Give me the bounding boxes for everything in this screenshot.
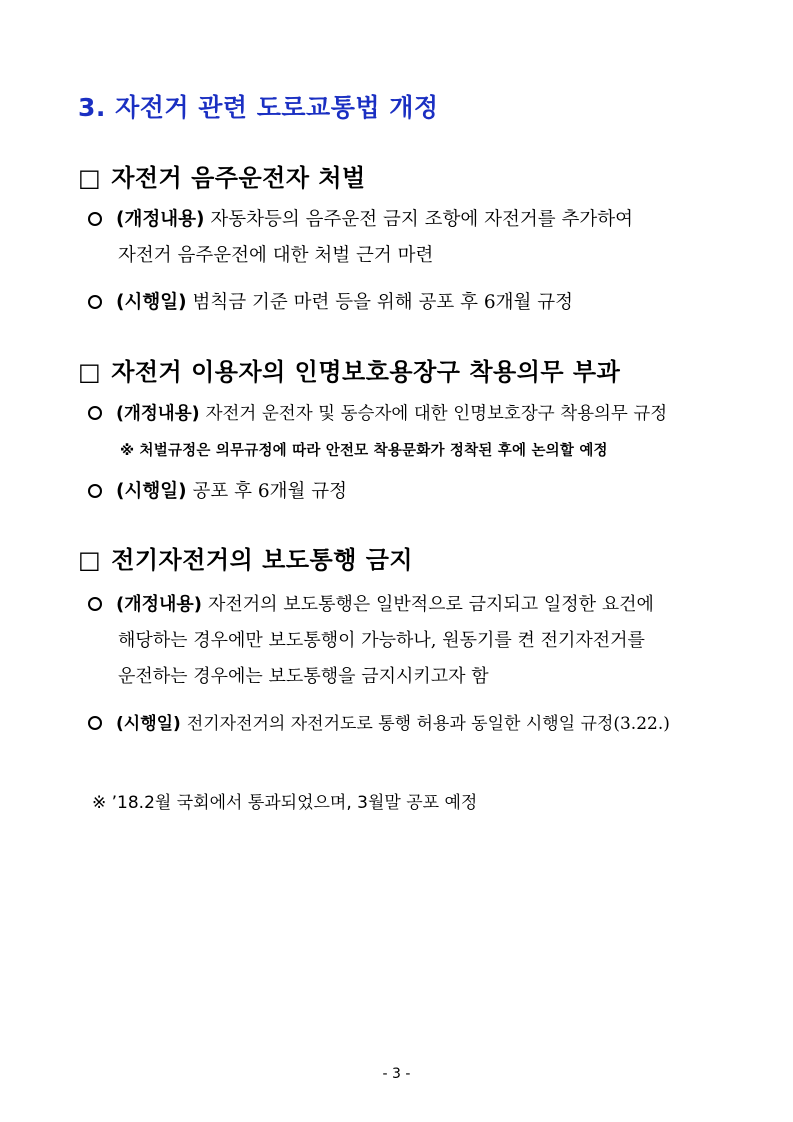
item-tag: (개정내용) (116, 209, 205, 230)
item-text: 공포 후 6개월 규정 (192, 481, 348, 502)
item-text-continued: 자전거 음주운전에 대한 처벌 근거 마련 (118, 245, 434, 266)
item-tag: (시행일) (116, 292, 187, 313)
checkbox-square-icon: □ (78, 164, 102, 192)
item-text: 자동차등의 음주운전 금지 조항에 자전거를 추가하여 (210, 209, 633, 230)
circle-bullet-icon (88, 597, 102, 611)
section-heading-2 (78, 352, 620, 387)
footnote: ※ ’18.2월 국회에서 통과되었으며, 3월말 공포 예정 (92, 793, 478, 813)
item-text: 범칙금 기준 마련 등을 위해 공포 후 6개월 규정 (192, 292, 574, 313)
item-text: 전기자전거의 자전거도로 통행 허용과 동일한 시행일 규정(3.22.) (186, 714, 670, 734)
section-heading-1 (78, 158, 366, 193)
section-heading-text: 자전거 음주운전자 처벌 (111, 164, 366, 192)
page-number: - 3 - (382, 1066, 411, 1082)
circle-bullet-icon (88, 295, 102, 309)
item-tag: (시행일) (116, 481, 187, 502)
list-item (88, 396, 728, 432)
list-item (88, 474, 728, 510)
item-tag: (시행일) (116, 714, 181, 734)
list-item (88, 587, 728, 695)
item-text: 자전거 운전자 및 동승자에 대한 인명보호장구 착용의무 규정 (205, 404, 668, 424)
circle-bullet-icon (88, 406, 102, 420)
checkbox-square-icon: □ (78, 546, 102, 574)
item-tag: (개정내용) (116, 404, 200, 424)
item-tag: (개정내용) (116, 594, 203, 615)
list-item (88, 285, 728, 321)
item-text-continued: 운전하는 경우에는 보도통행을 금지시키고자 함 (118, 666, 489, 687)
circle-bullet-icon (88, 716, 102, 730)
document-title: 3. 자전거 관련 도로교통법 개정 (78, 93, 439, 122)
section-heading-3 (78, 540, 413, 575)
circle-bullet-icon (88, 484, 102, 498)
item-text: 자전거의 보도통행은 일반적으로 금지되고 일정한 요건에 (208, 594, 654, 615)
circle-bullet-icon (88, 212, 102, 226)
checkbox-square-icon: □ (78, 358, 102, 386)
list-item (88, 706, 748, 742)
section-heading-text: 자전거 이용자의 인명보호용장구 착용의무 부과 (111, 358, 621, 386)
list-item (88, 202, 728, 274)
item-text-continued: 해당하는 경우에만 보도통행이 가능하나, 원동기를 켠 전기자전거를 (118, 630, 645, 651)
note-text: ※ 처벌규정은 의무규정에 따라 안전모 착용문화가 정착된 후에 논의할 예정 (120, 443, 608, 459)
section-heading-text: 전기자전거의 보도통행 금지 (111, 546, 414, 574)
